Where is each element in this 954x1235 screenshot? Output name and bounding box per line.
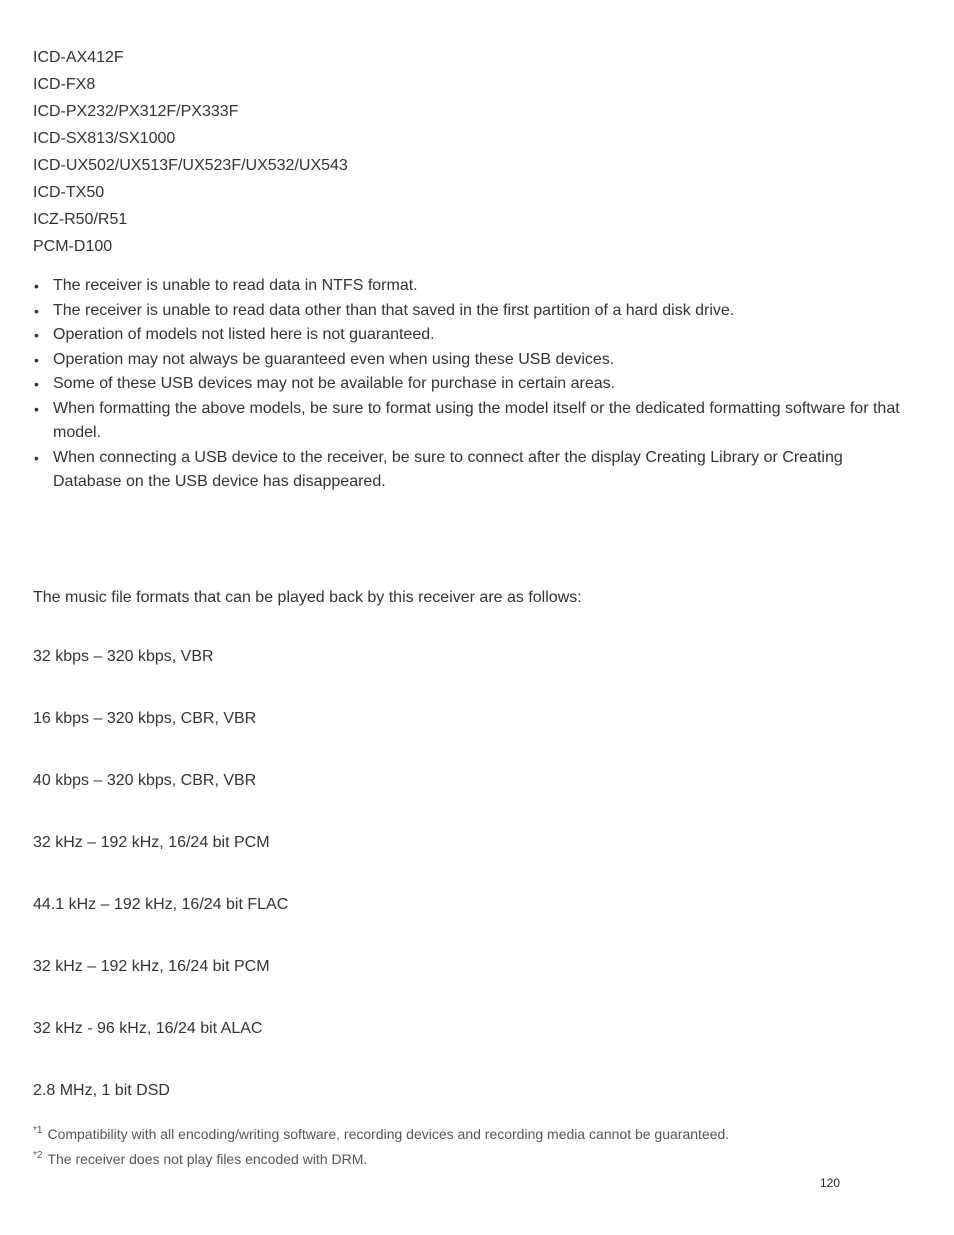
notes-list bbox=[33, 274, 913, 495]
note-item: • Some of these USB devices may not be available for purchase in certain areas. bbox=[33, 372, 913, 397]
note-item: • Operation of models not listed here is not guaranteed. bbox=[33, 323, 913, 348]
model-item: ICD-TX50 bbox=[33, 184, 105, 201]
model-item: ICD-SX813/SX1000 bbox=[33, 130, 176, 147]
footnote bbox=[33, 1122, 729, 1143]
note-item: • When connecting a USB device to the receiver, be sure to connect after the display Creating Library or Creating Database on the USB device has disappeared. bbox=[33, 446, 913, 495]
model-item: ICD-FX8 bbox=[33, 76, 96, 93]
format-spec: 44.1 kHz – 192 kHz, 16/24 bit FLAC bbox=[33, 896, 289, 913]
model-item: PCM-D100 bbox=[33, 238, 113, 255]
model-item: ICD-AX412F bbox=[33, 49, 124, 66]
note-item: • Operation may not always be guaranteed even when using these USB devices. bbox=[33, 348, 913, 373]
note-item: • The receiver is unable to read data in NTFS format. bbox=[33, 274, 913, 299]
footnote bbox=[33, 1147, 367, 1168]
format-spec: 32 kHz – 192 kHz, 16/24 bit PCM bbox=[33, 958, 270, 975]
footnote-mark: *1 bbox=[33, 1125, 43, 1136]
format-spec: 32 kHz - 96 kHz, 16/24 bit ALAC bbox=[33, 1020, 263, 1037]
format-spec: 32 kHz – 192 kHz, 16/24 bit PCM bbox=[33, 834, 270, 851]
format-spec: 2.8 MHz, 1 bit DSD bbox=[33, 1082, 170, 1099]
format-spec: 32 kbps – 320 kbps, VBR bbox=[33, 648, 214, 665]
model-item: ICD-PX232/PX312F/PX333F bbox=[33, 103, 239, 120]
footnote-mark: *2 bbox=[33, 1150, 43, 1161]
note-item: • The receiver is unable to read data other than that saved in the first partition of a hard disk drive. bbox=[33, 299, 913, 324]
formats-intro: The music file formats that can be played back by this receiver are as follows: bbox=[33, 589, 582, 606]
model-item: ICD-UX502/UX513F/UX523F/UX532/UX543 bbox=[33, 157, 348, 174]
note-item: • When formatting the above models, be sure to format using the model itself or the dedicated formatting software for that model. bbox=[33, 397, 913, 446]
format-spec: 40 kbps – 320 kbps, CBR, VBR bbox=[33, 772, 257, 789]
format-spec: 16 kbps – 320 kbps, CBR, VBR bbox=[33, 710, 257, 727]
footnote-text: Compatibility with all encoding/writing software, recording devices and recording media cannot be guaranteed. bbox=[47, 1126, 730, 1142]
page-number: 120 bbox=[820, 1176, 841, 1190]
footnote-text: The receiver does not play files encoded with DRM. bbox=[47, 1151, 368, 1167]
model-item: ICZ-R50/R51 bbox=[33, 211, 128, 228]
